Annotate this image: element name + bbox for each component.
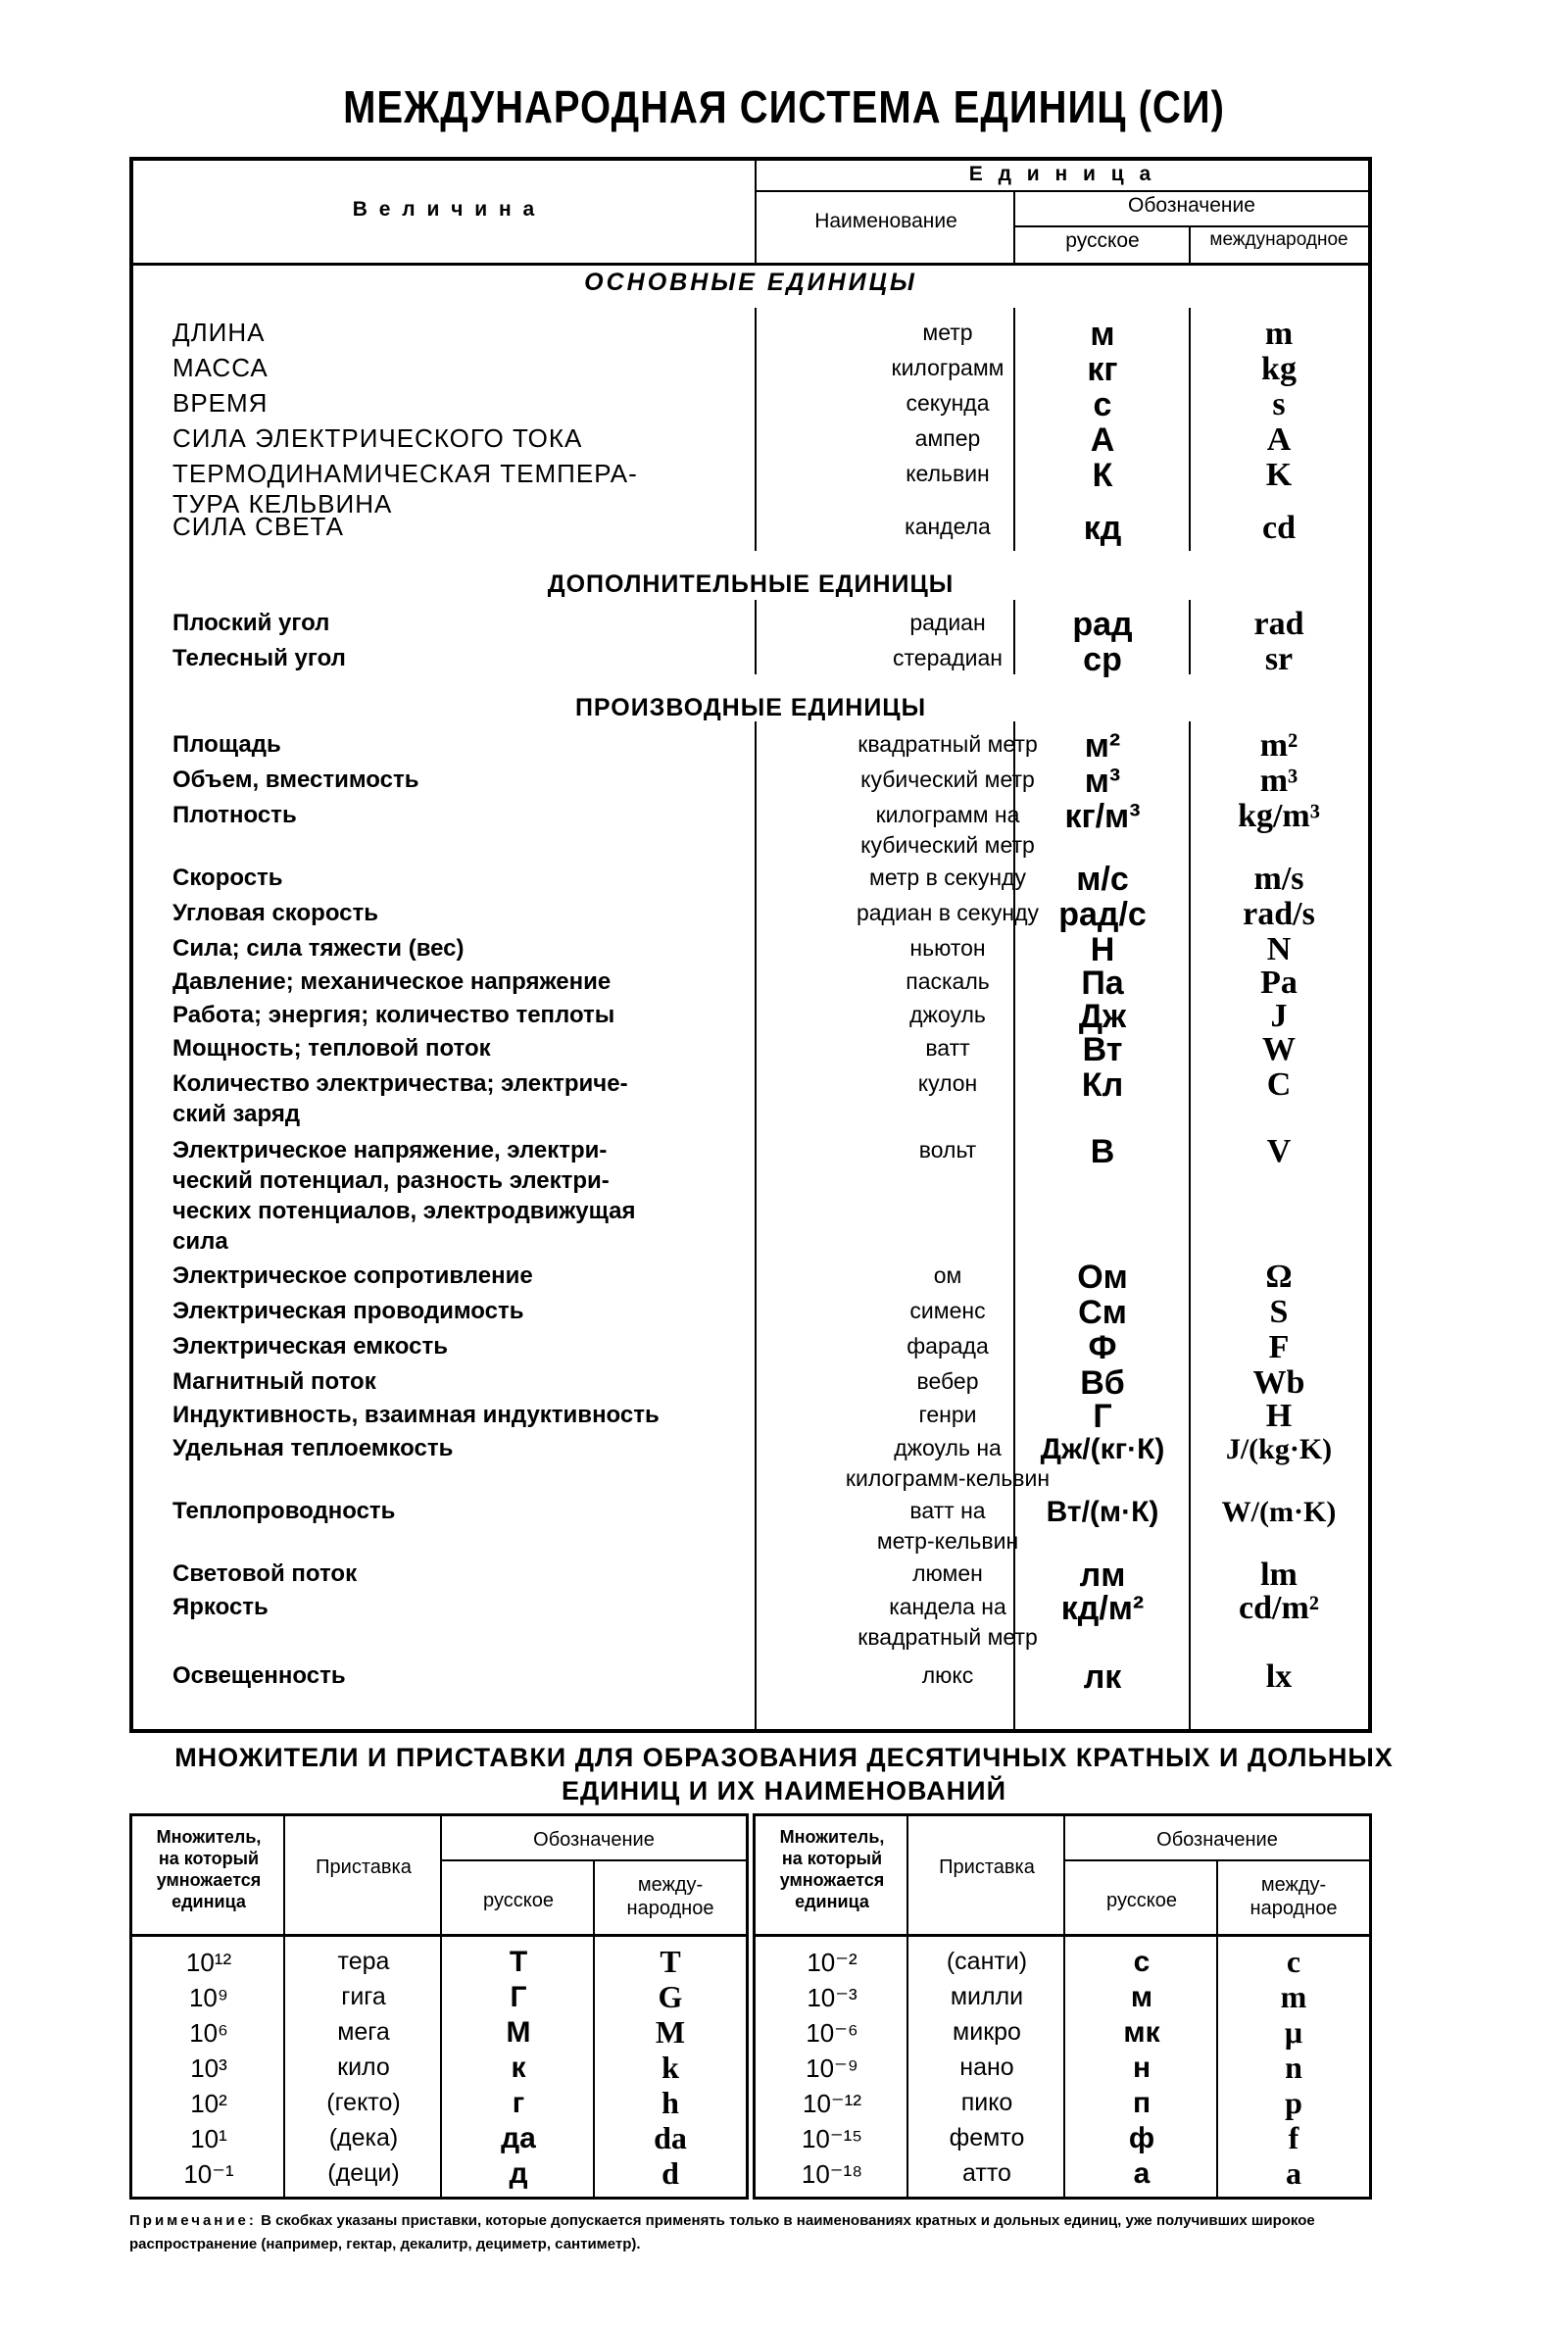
- header-russian: русское: [1065, 229, 1140, 252]
- prefix-name: (дека): [328, 2124, 399, 2152]
- header-divider-1: [755, 161, 757, 263]
- multiplier: 10⁻⁹: [806, 2053, 858, 2083]
- international-symbol: W/(m·K): [1221, 1496, 1337, 1528]
- grid-line: [132, 1934, 746, 1937]
- unit-name: метр в секунду: [869, 865, 1026, 890]
- international-symbol: lx: [1265, 1658, 1293, 1695]
- quantity-name: Яркость: [172, 1594, 269, 1620]
- unit-name: радиан: [909, 610, 986, 635]
- header-designation: Обозначение: [1128, 194, 1255, 217]
- header-international: между- народное: [626, 1874, 714, 1919]
- russian-symbol: Ом: [1077, 1259, 1128, 1296]
- prefix-name: (санти): [946, 1948, 1028, 1975]
- international-symbol: K: [1265, 457, 1293, 493]
- russian-symbol: кг/м³: [1064, 798, 1141, 835]
- header-multiplier: Множитель, на который умножается единица: [779, 1827, 885, 1911]
- header-international: между- народное: [1250, 1874, 1338, 1919]
- international-symbol: cd: [1262, 510, 1296, 546]
- unit-name: вебер: [916, 1368, 979, 1394]
- russian-symbol: кд: [1083, 510, 1122, 547]
- quantity-name: Количество электричества; электриче- ский заряд: [172, 1070, 628, 1127]
- quantity-name: Индуктивность, взаимная индуктивность: [172, 1402, 660, 1428]
- multiplier: 10²: [190, 2089, 227, 2118]
- quantity-name: Мощность; тепловой поток: [172, 1035, 491, 1062]
- international-symbol: kg: [1261, 351, 1297, 387]
- prefix-name: мега: [337, 2018, 390, 2046]
- russian-symbol: п: [1132, 2087, 1152, 2119]
- quantity-name: Световой поток: [172, 1560, 358, 1587]
- header-international: международное: [1209, 229, 1348, 250]
- quantity-name: Электрическая емкость: [172, 1333, 448, 1360]
- unit-name: джоуль: [909, 1002, 986, 1027]
- multiplier: 10⁻¹⁵: [801, 2124, 863, 2153]
- russian-symbol: Т: [509, 1946, 528, 1978]
- header-unit-line: [757, 190, 1368, 192]
- russian-symbol: мк: [1123, 2016, 1160, 2049]
- multiplier: 10⁻¹⁸: [801, 2159, 863, 2189]
- header-multiplier: Множитель, на который умножается единица: [156, 1827, 262, 1911]
- prefix-name: микро: [953, 2018, 1021, 2046]
- header-prefix: Приставка: [939, 1856, 1035, 1878]
- international-symbol: m³: [1259, 763, 1298, 799]
- russian-symbol: лм: [1079, 1557, 1126, 1594]
- russian-symbol: с: [1133, 1946, 1151, 1978]
- russian-symbol: с: [1093, 386, 1112, 423]
- quantity-name: Электрическая проводимость: [172, 1298, 524, 1324]
- multiplier: 10⁻¹²: [803, 2089, 861, 2118]
- international-symbol: m: [1264, 316, 1294, 352]
- russian-symbol: Вт/(м·К): [1046, 1496, 1159, 1528]
- russian-symbol: Дж/(кг·К): [1040, 1433, 1165, 1465]
- header-divider-3: [1189, 227, 1191, 263]
- unit-name: кельвин: [906, 461, 990, 486]
- multiplier: 10¹: [190, 2124, 227, 2153]
- russian-symbol: м³: [1084, 763, 1121, 800]
- international-symbol: k: [662, 2050, 679, 2085]
- international-symbol: A: [1266, 421, 1292, 458]
- multiplier: 10⁻¹: [183, 2159, 234, 2189]
- international-symbol: J/(kg·K): [1225, 1433, 1333, 1465]
- header-bottom-line: [133, 263, 1368, 266]
- international-symbol: rad/s: [1243, 896, 1315, 932]
- quantity-name: Работа; энергия; количество теплоты: [172, 1002, 615, 1028]
- header-quantity: В е л и ч и н а: [352, 198, 538, 221]
- multiplier: 10³: [190, 2053, 227, 2083]
- unit-name: секунда: [906, 390, 990, 416]
- international-symbol: cd/m²: [1239, 1590, 1319, 1626]
- unit-name: джоуль на килограмм-кельвин: [845, 1435, 1051, 1491]
- russian-symbol: кг: [1087, 351, 1118, 388]
- prefix-table-right: [753, 1813, 1372, 2200]
- unit-name: паскаль: [906, 968, 990, 994]
- international-symbol: Ω: [1265, 1259, 1293, 1295]
- russian-symbol: Дж: [1078, 998, 1127, 1035]
- russian-symbol: м/с: [1076, 861, 1129, 898]
- grid-line: [442, 1859, 746, 1861]
- russian-symbol: ср: [1083, 641, 1122, 678]
- prefix-name: (гекто): [326, 2089, 401, 2116]
- international-symbol: H: [1265, 1398, 1293, 1434]
- prefix-name: нано: [959, 2053, 1014, 2081]
- quantity-name: СИЛА ЭЛЕКТРИЧЕСКОГО ТОКА: [172, 423, 583, 453]
- russian-symbol: лк: [1083, 1658, 1122, 1696]
- quantity-name: СИЛА СВЕТА: [172, 512, 344, 541]
- footnote-label: Примечание:: [129, 2212, 257, 2229]
- international-symbol: F: [1268, 1329, 1290, 1365]
- unit-name: люкс: [921, 1662, 974, 1688]
- international-symbol: W: [1262, 1031, 1296, 1067]
- unit-name: ватт на метр-кельвин: [876, 1498, 1019, 1554]
- international-symbol: N: [1266, 931, 1292, 967]
- russian-symbol: кд/м²: [1060, 1590, 1145, 1627]
- international-symbol: m/s: [1253, 861, 1304, 897]
- grid-line: [1065, 1859, 1369, 1861]
- prefix-name: милли: [950, 1983, 1024, 2010]
- unit-name: килограмм: [891, 355, 1004, 380]
- international-symbol: G: [658, 1979, 683, 2014]
- quantity-name: Удельная теплоемкость: [172, 1435, 454, 1461]
- unit-name: вольт: [918, 1137, 977, 1162]
- unit-name: килограмм на кубический метр: [860, 802, 1035, 858]
- russian-symbol: н: [1132, 2052, 1152, 2084]
- multiplier: 10¹²: [185, 1948, 232, 1977]
- quantity-name: Площадь: [172, 731, 281, 758]
- russian-symbol: М: [506, 2016, 531, 2049]
- russian-symbol: К: [1092, 457, 1113, 494]
- header-russian: русское: [483, 1890, 554, 1911]
- quantity-name: Электрическое сопротивление: [172, 1262, 533, 1289]
- international-symbol: μ: [1284, 2014, 1303, 2050]
- russian-symbol: А: [1090, 421, 1115, 459]
- international-symbol: Wb: [1252, 1364, 1305, 1401]
- international-symbol: p: [1285, 2085, 1302, 2120]
- international-symbol: n: [1285, 2050, 1302, 2085]
- quantity-name: Скорость: [172, 865, 283, 891]
- international-symbol: f: [1288, 2120, 1299, 2155]
- unit-name: сименс: [909, 1298, 986, 1323]
- page-title: МЕЖДУНАРОДНАЯ СИСТЕМА ЕДИНИЦ (СИ): [343, 82, 1225, 133]
- unit-name: ньютон: [909, 935, 986, 961]
- unit-name: кандела: [905, 514, 991, 539]
- unit-name: квадратный метр: [858, 731, 1038, 757]
- prefix-name: пико: [960, 2089, 1013, 2116]
- russian-symbol: Кл: [1081, 1066, 1124, 1104]
- prefix-name: тера: [337, 1948, 390, 1975]
- quantity-name: Объем, вместимость: [172, 767, 419, 793]
- prefix-name: гига: [341, 1983, 386, 2010]
- international-symbol: m: [1280, 1979, 1307, 2014]
- header-designation-line: [1015, 225, 1368, 227]
- international-symbol: Pa: [1260, 965, 1298, 1001]
- russian-symbol: Ф: [1088, 1329, 1117, 1366]
- quantity-name: Угловая скорость: [172, 900, 379, 926]
- international-symbol: sr: [1264, 641, 1294, 677]
- multiplier: 10⁻³: [807, 1983, 858, 2012]
- prefix-name: атто: [962, 2159, 1011, 2187]
- unit-name: кандела на квадратный метр: [858, 1594, 1038, 1650]
- header-divider-2: [1013, 192, 1015, 263]
- unit-name: метр: [922, 320, 973, 345]
- header-russian: русское: [1106, 1890, 1177, 1911]
- quantity-name: Магнитный поток: [172, 1368, 376, 1395]
- quantity-name: МАССА: [172, 353, 269, 382]
- russian-symbol: См: [1078, 1294, 1127, 1331]
- header-designation: Обозначение: [533, 1829, 655, 1851]
- russian-symbol: Вб: [1080, 1364, 1125, 1402]
- header-name: Наименование: [814, 210, 957, 232]
- international-symbol: m²: [1259, 727, 1298, 764]
- russian-symbol: м: [1130, 1981, 1153, 2013]
- multiplier: 10⁹: [188, 1983, 229, 2012]
- international-symbol: J: [1270, 998, 1288, 1034]
- unit-name: фарада: [906, 1333, 989, 1359]
- prefix-name: фемто: [949, 2124, 1025, 2152]
- quantity-name: ТЕРМОДИНАМИЧЕСКАЯ ТЕМПЕРА- ТУРА КЕЛЬВИНА: [172, 459, 638, 519]
- russian-symbol: м: [1090, 316, 1115, 353]
- international-symbol: kg/m³: [1238, 798, 1320, 834]
- russian-symbol: Г: [1093, 1398, 1112, 1435]
- russian-symbol: рад: [1072, 606, 1133, 643]
- russian-symbol: да: [501, 2122, 536, 2154]
- quantity-name: Теплопроводность: [172, 1498, 396, 1524]
- international-symbol: M: [655, 2014, 686, 2050]
- international-symbol: lm: [1260, 1557, 1298, 1593]
- russian-symbol: м²: [1084, 727, 1121, 765]
- section-title: ДОПОЛНИТЕЛЬНЫЕ ЕДИНИЦЫ: [547, 570, 955, 598]
- unit-name: ом: [933, 1262, 962, 1288]
- section-title: ОСНОВНЫЕ ЕДИНИЦЫ: [584, 269, 917, 296]
- prefix-table-title: МНОЖИТЕЛИ И ПРИСТАВКИ ДЛЯ ОБРАЗОВАНИЯ ДЕСЯТИЧНЫХ КРАТНЫХ И ДОЛЬНЫХ ЕДИНИЦ И ИХ НАИМЕНОВАНИЙ: [174, 1743, 1394, 1806]
- international-symbol: T: [660, 1944, 681, 1979]
- unit-name: ампер: [914, 425, 981, 451]
- international-symbol: c: [1286, 1944, 1301, 1979]
- russian-symbol: рад/с: [1058, 896, 1147, 933]
- footnote-text: В скобках указаны приставки, которые допускается применять только в наименованиях кратных и дольных единиц, уже получивших широкое распространение (например, гектар, декалитр, дециметр, сантиметр).: [129, 2212, 1315, 2252]
- international-symbol: s: [1272, 386, 1286, 422]
- quantity-name: ВРЕМЯ: [172, 388, 269, 418]
- footnote: [129, 2209, 1372, 2256]
- quantity-name: Давление; механическое напряжение: [172, 968, 612, 995]
- russian-symbol: ф: [1128, 2122, 1155, 2154]
- prefix-name: (деци): [327, 2159, 400, 2187]
- si-units-table: [129, 157, 1372, 1733]
- quantity-name: Телесный угол: [172, 645, 346, 671]
- quantity-name: Плотность: [172, 802, 297, 828]
- quantity-name: Освещенность: [172, 1662, 346, 1689]
- unit-name: радиан в секунду: [856, 900, 1040, 925]
- header-designation: Обозначение: [1156, 1829, 1278, 1851]
- russian-symbol: а: [1133, 2157, 1151, 2190]
- header-prefix: Приставка: [316, 1856, 412, 1878]
- international-symbol: h: [662, 2085, 679, 2120]
- international-symbol: d: [662, 2155, 679, 2191]
- prefix-table-left: [129, 1813, 749, 2200]
- unit-name: люмен: [912, 1560, 983, 1586]
- unit-name: ватт: [925, 1035, 970, 1061]
- quantity-name: Электрическое напряжение, электри- ческий потенциал, разность электри- ческих потенциалов, электродвижущая сила: [172, 1137, 636, 1255]
- quantity-name: Сила; сила тяжести (вес): [172, 935, 465, 962]
- international-symbol: C: [1266, 1066, 1292, 1103]
- unit-name: кулон: [917, 1070, 978, 1096]
- section-title: ПРОИЗВОДНЫЕ ЕДИНИЦЫ: [574, 694, 927, 721]
- quantity-name: ДЛИНА: [172, 318, 266, 347]
- russian-symbol: к: [511, 2052, 526, 2084]
- international-symbol: rad: [1253, 606, 1304, 642]
- russian-symbol: Г: [510, 1981, 527, 2013]
- unit-name: кубический метр: [860, 767, 1035, 792]
- russian-symbol: г: [512, 2087, 525, 2119]
- russian-symbol: В: [1090, 1133, 1115, 1170]
- international-symbol: da: [654, 2120, 687, 2155]
- russian-symbol: Па: [1081, 965, 1124, 1002]
- russian-symbol: д: [509, 2157, 528, 2190]
- russian-symbol: Вт: [1082, 1031, 1123, 1068]
- quantity-name: Плоский угол: [172, 610, 330, 636]
- multiplier: 10⁶: [189, 2018, 228, 2048]
- header-unit: Е д и н и ц а: [968, 163, 1156, 185]
- unit-name: генри: [918, 1402, 977, 1427]
- international-symbol: V: [1266, 1133, 1292, 1169]
- multiplier: 10⁻²: [807, 1948, 858, 1977]
- prefix-name: кило: [337, 2053, 390, 2081]
- international-symbol: a: [1286, 2155, 1301, 2191]
- unit-name: стерадиан: [893, 645, 1003, 670]
- grid-line: [756, 1934, 1369, 1937]
- international-symbol: S: [1269, 1294, 1289, 1330]
- russian-symbol: Н: [1090, 931, 1115, 968]
- multiplier: 10⁻⁶: [806, 2018, 858, 2048]
